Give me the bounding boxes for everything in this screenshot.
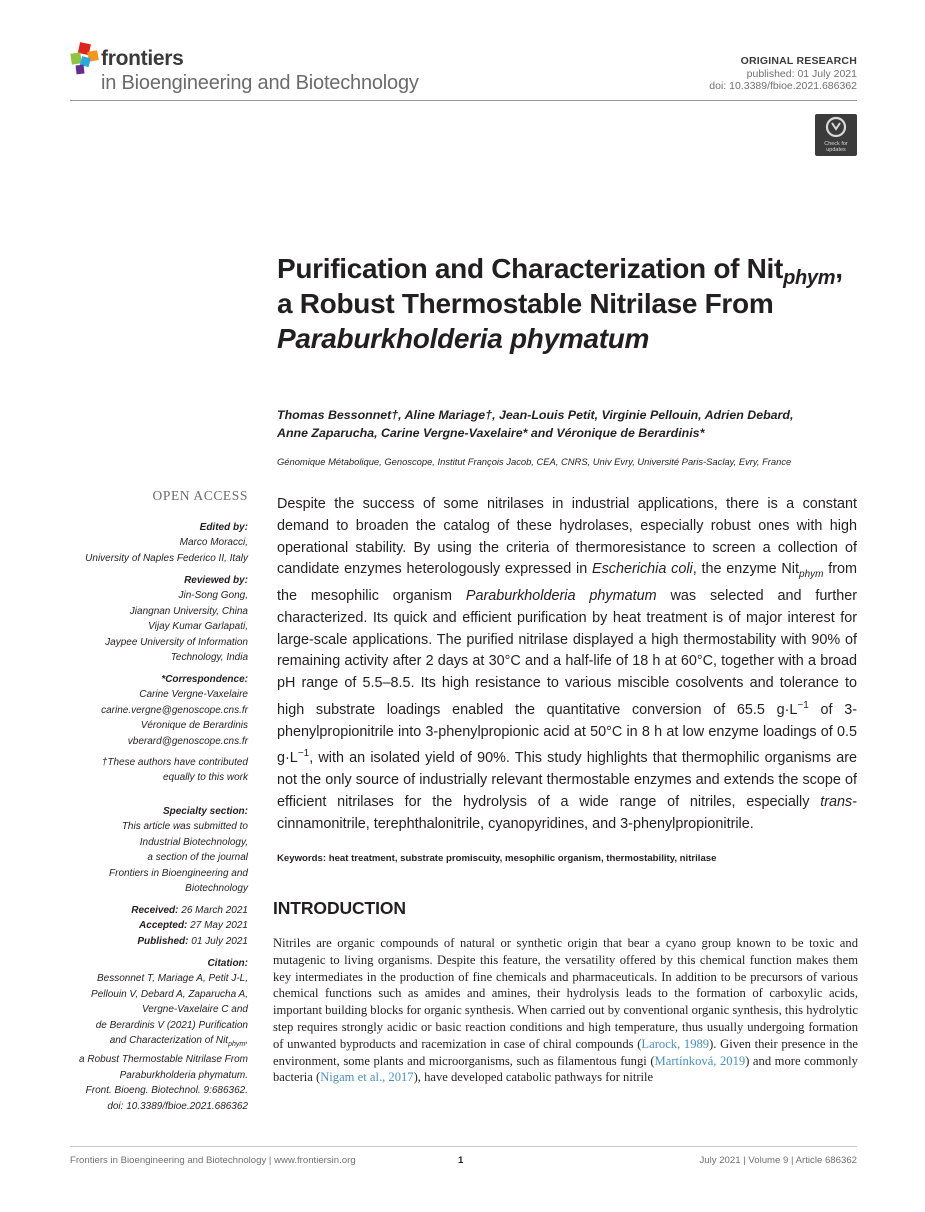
correspondence-name: Carine Vergne-Vaxelaire <box>139 689 248 701</box>
frontiers-logo-icon <box>70 42 100 76</box>
title-species: Paraburkholderia phymatum <box>277 323 650 354</box>
reference-link[interactable]: Larock, 1989 <box>641 1036 710 1051</box>
reviewer-line: Jiangnan University, China <box>129 605 248 617</box>
article-meta <box>709 55 857 93</box>
reviewed-by-heading: Reviewed by: <box>184 575 248 586</box>
abstract-ecoli: Escherichia coli <box>592 561 693 578</box>
footer-page-number: 1 <box>458 1155 464 1166</box>
correspondence-section <box>48 672 248 749</box>
author-list <box>277 406 857 442</box>
received-value: 26 March 2021 <box>181 905 248 916</box>
open-access-label: OPEN ACCESS <box>152 488 248 503</box>
specialty-line: Industrial Biotechnology, <box>139 836 248 848</box>
reviewer-line: Jaypee University of Information <box>105 636 248 648</box>
check-for-updates-button[interactable] <box>815 114 857 156</box>
abstract-species: Paraburkholderia phymatum <box>465 588 657 605</box>
abstract-superscript: −1 <box>797 700 809 712</box>
correspondence-heading: *Correspondence: <box>161 674 248 685</box>
author-line-2: Anne Zaparucha, Carine Vergne-Vaxelaire* and Véronique de Berardinis* <box>277 426 705 440</box>
published-value: 01 July 2021 <box>191 935 248 947</box>
abstract-text: from the mesophilic organism <box>277 561 858 605</box>
logo-square-green <box>70 52 81 64</box>
footer-divider <box>70 1146 857 1147</box>
author-line-1: Thomas Bessonnet†, Aline Mariage†, Jean-Louis Petit, Virginie Pellouin, Adrien Debard, <box>277 408 794 422</box>
abstract <box>277 494 857 835</box>
journal-name: in Bioengineering and Biotechnology <box>101 72 419 94</box>
citation-section <box>48 956 248 1114</box>
specialty-line: Biotechnology <box>185 883 248 895</box>
accepted-heading: Accepted: <box>139 920 188 932</box>
abstract-text: , the enzyme Nit <box>692 561 800 578</box>
title-part-1: Purification and Characterization of Nit <box>277 253 784 284</box>
reference-link[interactable]: Martínková, 2019 <box>654 1053 746 1068</box>
specialty-line: This article was submitted to <box>121 821 248 833</box>
header-divider <box>70 100 857 101</box>
edited-by-heading: Edited by: <box>199 522 248 533</box>
correspondence-email[interactable]: carine.vergne@genoscope.cns.fr <box>101 704 248 716</box>
affiliation: Génomique Métabolique, Genoscope, Institut François Jacob, CEA, CNRS, Univ Evry, Université Paris-Saclay, Evry, France <box>277 456 792 467</box>
abstract-text: was selected and further characterized. Its quick and efficient purification by heat treatment is of major interest for large-scale applications. The purified nitrilase displayed a high thermostability with 90% of remaining activity after 2 days at 30°C and a half-life of 18 h at 60°C, together with a broad pH range of 5.5–8.5. Its high resistance to various miscible cosolvents and tolerance to high substrate loadings enabled the quantitative conversion of 65.5 g·L <box>277 588 857 718</box>
editor-line: Marco Moracci, <box>179 537 248 549</box>
accepted-value: 27 May 2021 <box>190 920 248 932</box>
citation-comma: , <box>245 1035 248 1047</box>
specialty-heading: Specialty section: <box>162 806 248 817</box>
abstract-text: Despite the success of some nitrilases in industrial applications, there is a constant demand to broaden the catalog of these hydrolases, especially robust ones with high operational stability. By using the criteria of thermoresistance to screen a collection of candidate enzymes heterologously expressed in <box>277 496 857 578</box>
reviewer-line: Jin-Song Gong, <box>178 590 248 602</box>
reviewed-by-section <box>48 573 248 665</box>
check-updates-label: Check for updates <box>824 141 848 153</box>
footer-issue: July 2021 | Volume 9 | Article 686362 <box>699 1155 857 1166</box>
article-type: ORIGINAL RESEARCH <box>740 55 857 67</box>
title-subscript: phym <box>783 267 836 289</box>
contribution-line: †These authors have contributed <box>101 757 248 768</box>
citation-line: Front. Bioeng. Biotechnol. 9:686362. <box>85 1085 248 1097</box>
article-doi[interactable]: doi: 10.3389/fbioe.2021.686362 <box>709 80 857 92</box>
citation-subscript: phym <box>228 1041 246 1049</box>
article-title <box>277 251 857 356</box>
published-date: published: 01 July 2021 <box>746 67 857 80</box>
published-heading: Published: <box>137 935 189 947</box>
dates-section <box>48 903 248 949</box>
keywords: Keywords: heat treatment, substrate promiscuity, mesophilic organism, thermostability, nitrilase <box>277 853 717 864</box>
specialty-section <box>48 804 248 896</box>
intro-text: Nitriles are organic compounds of natural or synthetic origin that bear a cyano group known to be toxic and mutagenic to living organisms. Despite this feature, the versatility offered by this chemical function makes them key intermediates in the production of fine chemicals and pharmaceuticals. In addition to be precursors of various chemical functions such as amides and amines, their hydrolysis leads to the formation of carboxylic acids, important building blocks for organic synthesis. When carried out by conventional organic synthesis, this hydrolytic step requires strongly acidic or basic reaction conditions and high temperature, thus usually undergoing formation of unwanted byproducts and racemization in case of chiral compounds ( <box>273 936 858 1051</box>
abstract-text: , with an isolated yield of 90%. This study highlights that thermophilic organisms are not the only source of industrially relevant thermostable enzymes and extends the scope of efficient nitrilases for the hydrolysis of a wide range of nitriles, especially <box>277 750 857 810</box>
citation-doi[interactable]: doi: 10.3389/fbioe.2021.686362 <box>107 1100 248 1112</box>
intro-text: ) and more commonly bacteria ( <box>273 1053 858 1085</box>
edited-by-section <box>48 520 248 566</box>
abstract-trans: trans <box>820 793 853 810</box>
introduction-heading: INTRODUCTION <box>273 898 406 918</box>
contribution-line: equally to this work <box>162 772 248 784</box>
logo-square-purple <box>76 65 85 75</box>
citation-line: Pellouin V, Debard A, Zaparucha A, <box>91 988 248 1000</box>
abstract-subscript: phym <box>799 569 824 581</box>
footer-journal[interactable]: Frontiers in Bioengineering and Biotechnology | www.frontiersin.org <box>70 1155 356 1166</box>
intro-text: ), have developed catabolic pathways for nitrile <box>413 1070 654 1085</box>
abstract-superscript: −1 <box>297 748 310 760</box>
accepted-date <box>48 918 248 933</box>
citation-line: Vergne-Vaxelaire C and <box>142 1004 248 1016</box>
received-date <box>48 903 248 918</box>
specialty-line: a section of the journal <box>147 852 248 864</box>
editor-line: University of Naples Federico II, Italy <box>85 552 248 564</box>
received-heading: Received: <box>131 905 179 916</box>
title-part-2: , a Robust Thermostable Nitrilase From <box>277 253 843 319</box>
citation-line: de Berardinis V (2021) Purification <box>95 1019 248 1031</box>
check-updates-icon <box>815 114 857 142</box>
correspondence-name: Véronique de Berardinis <box>140 720 248 732</box>
intro-text: ). Given their presence in the environment, some plants and microorganisms, such as filamentous fungi ( <box>273 1036 858 1068</box>
citation-line: a Robust Thermostable Nitrilase From <box>79 1054 248 1066</box>
citation-heading: Citation: <box>207 958 248 969</box>
contribution-note <box>48 755 248 786</box>
abstract-text: -cinnamonitrile, terephthalonitrile, cyanopyridines, and 3-phenylpropionitrile. <box>277 793 857 832</box>
citation-line <box>48 1033 248 1052</box>
correspondence-email[interactable]: vberard@genoscope.cns.fr <box>127 735 248 747</box>
reviewer-line: Technology, India <box>170 652 248 664</box>
abstract-text: of 3-phenylpropionitrile into 3-phenylpropionic acid at 50°C in 8 h at low enzyme loadings of 0.5 g·L <box>277 701 857 767</box>
citation-line: Paraburkholderia phymatum. <box>119 1069 248 1081</box>
reviewer-line: Vijay Kumar Garlapati, <box>148 621 248 633</box>
specialty-line: Frontiers in Bioengineering and <box>109 867 248 879</box>
journal-brand: frontiers <box>101 47 184 70</box>
published-date-side <box>48 934 248 949</box>
citation-line: Bessonnet T, Mariage A, Petit J-L, <box>96 973 248 985</box>
introduction-body <box>273 935 858 1086</box>
reference-link[interactable]: Nigam et al., 2017 <box>320 1070 414 1085</box>
citation-text: and Characterization of Nit <box>109 1035 229 1047</box>
